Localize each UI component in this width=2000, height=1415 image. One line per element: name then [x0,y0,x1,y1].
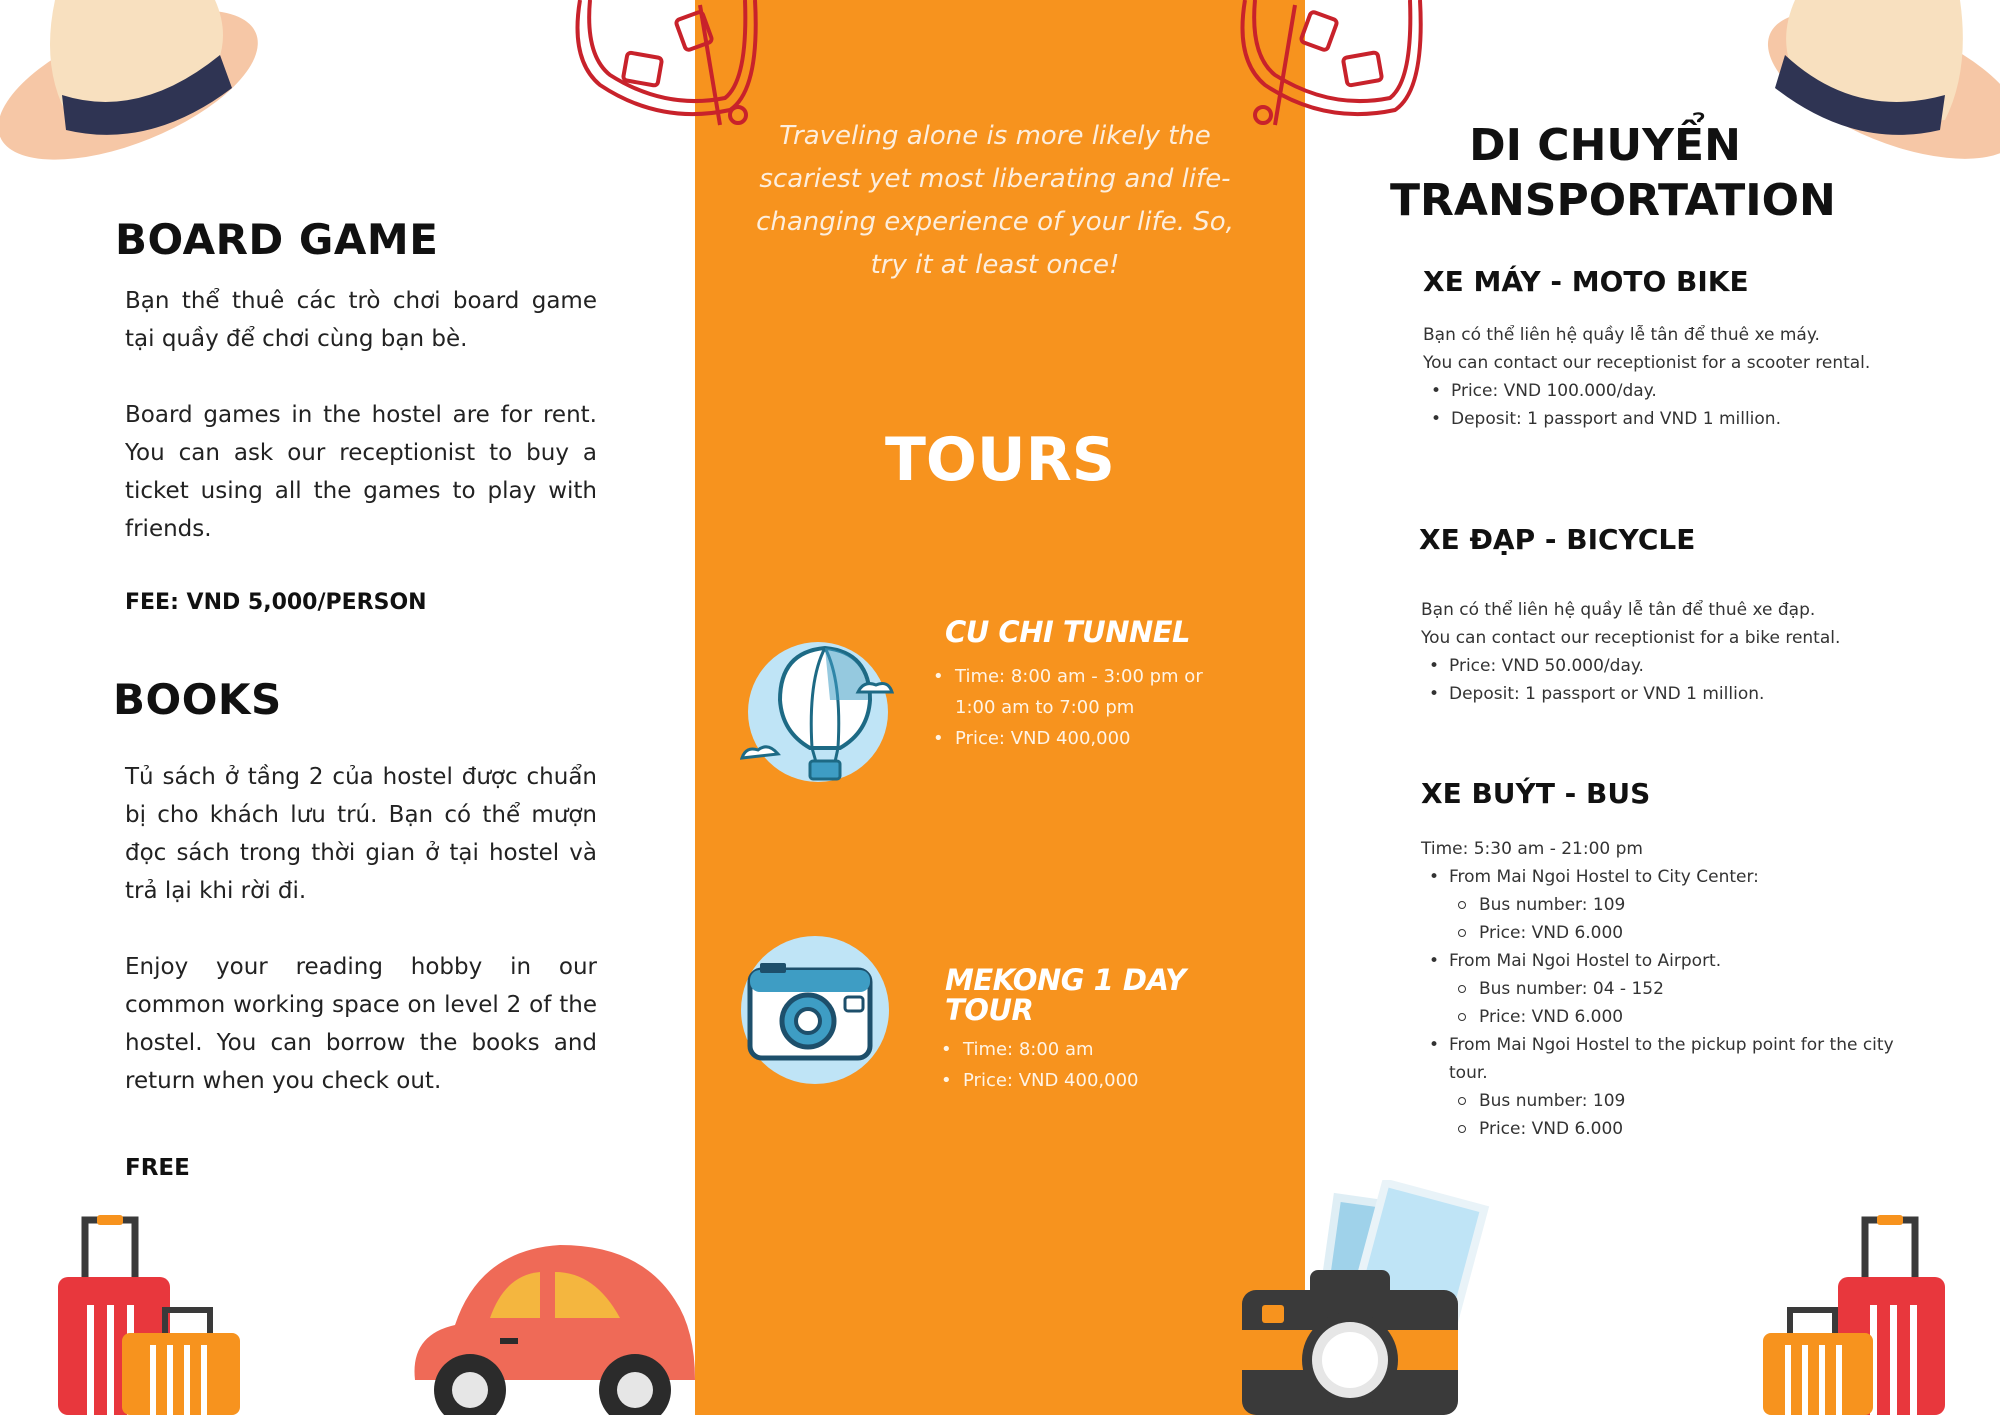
car-icon [410,1230,695,1415]
bus-route-label: From Mai Ngoi Hostel to Airport. [1449,951,1722,971]
board-game-vi-text: Bạn thể thuê các trò chơi board game tại quầy để chơi cùng bạn bè. [125,288,597,352]
left-panel [0,0,695,1415]
hot-air-balloon-icon [740,640,900,785]
transportation-title-vi: DI CHUYỂN [1469,120,1741,171]
bicycle-vi-text: Bạn có thể liên hệ quầy lễ tân để thuê xe đạp. [1421,600,1816,620]
bus-price: Price: VND 6.000 [1449,1003,1901,1031]
tour-time: • Time: 8:00 am [941,1034,1231,1065]
moto-vi-text: Bạn có thể liên hệ quầy lễ tân để thuê xe máy. [1423,325,1820,345]
tour-time: • Time: 8:00 am - 3:00 pm or 1:00 am to 7:00 pm [933,661,1233,723]
bus-route [1421,863,1901,947]
board-game-title: BOARD GAME [115,215,439,264]
bus-time: Time: 5:30 am - 21:00 pm [1421,839,1643,859]
bus-details [1421,835,1901,1143]
suitcase-icon [1235,0,1430,130]
bus-routes [1421,863,1901,1143]
tour-details-cu-chi [933,661,1233,754]
bicycle-deposit: • Deposit: 1 passport or VND 1 million. [1421,680,1911,708]
bus-route-info [1449,1087,1901,1143]
bus-route-label: From Mai Ngoi Hostel to the pickup point for the city tour. [1449,1035,1894,1083]
travel-quote: Traveling alone is more likely the scariest yet most liberating and life-changing experience of your life. So, try it at least once! [756,121,1234,280]
tour-title-mekong-line1: MEKONG 1 DAY [945,963,1186,997]
luggage-icon [55,1215,240,1415]
books-vi-text: Tủ sách ở tầng 2 của hostel được chuẩn bị cho khách lưu trú. Bạn có thể mượn đọc sách trong thời gian ở tại hostel và trả lại khi rời đi. [125,764,597,904]
books-title: BOOKS [113,675,282,724]
bus-number: Bus number: 109 [1449,1087,1901,1115]
bus-route-info [1449,975,1901,1031]
bus-route [1421,1031,1901,1143]
bicycle-title: XE ĐẠP - BICYCLE [1419,523,1696,556]
moto-price: • Price: VND 100.000/day. [1423,377,1900,405]
bus-route-label: From Mai Ngoi Hostel to City Center: [1449,867,1759,887]
moto-list [1423,377,1900,433]
bus-number: Bus number: 04 - 152 [1449,975,1901,1003]
board-game-fee: FEE: VND 5,000/PERSON [125,590,427,615]
transportation-title [1390,118,1836,228]
tour-title-mekong-line2: TOUR [945,993,1034,1027]
suitcase-icon [570,0,765,130]
bus-title: XE BUÝT - BUS [1421,777,1651,810]
moto-bike-title: XE MÁY - MOTO BIKE [1423,265,1749,298]
camera-icon [1240,1270,1460,1415]
tours-title: TOURS [884,425,1116,495]
bus-route-info [1449,891,1901,947]
luggage-icon [1760,1215,1945,1415]
sun-hat-icon [0,0,265,175]
bicycle-details [1421,596,1911,708]
bus-number: Bus number: 109 [1449,891,1901,919]
tour-price: • Price: VND 400,000 [933,723,1233,754]
tour-details-mekong [941,1034,1231,1096]
moto-deposit: • Deposit: 1 passport and VND 1 million. [1423,405,1900,433]
books-fee: FREE [125,1155,190,1181]
books-en-text: Enjoy your reading hobby in our common working space on level 2 of the hostel. You can borrow the books and return when you check out. [125,954,597,1094]
tour-title-mekong [945,965,1186,1025]
bicycle-list [1421,652,1911,708]
board-game-en-text: Board games in the hostel are for rent. You can ask our receptionist to buy a ticket using all the games to play with friends. [125,402,597,542]
bus-route [1421,947,1901,1031]
moto-bike-details [1423,321,1900,433]
transportation-title-en: TRANSPORTATION [1390,175,1836,226]
bicycle-en-text: You can contact our receptionist for a bike rental. [1421,628,1841,648]
camera-icon [740,935,890,1085]
bicycle-price: • Price: VND 50.000/day. [1421,652,1911,680]
moto-en-text: You can contact our receptionist for a scooter rental. [1423,353,1871,373]
tour-price: • Price: VND 400,000 [941,1065,1231,1096]
tour-title-cu-chi: CU CHI TUNNEL [945,615,1191,649]
bus-price: Price: VND 6.000 [1449,919,1901,947]
bus-price: Price: VND 6.000 [1449,1115,1901,1143]
